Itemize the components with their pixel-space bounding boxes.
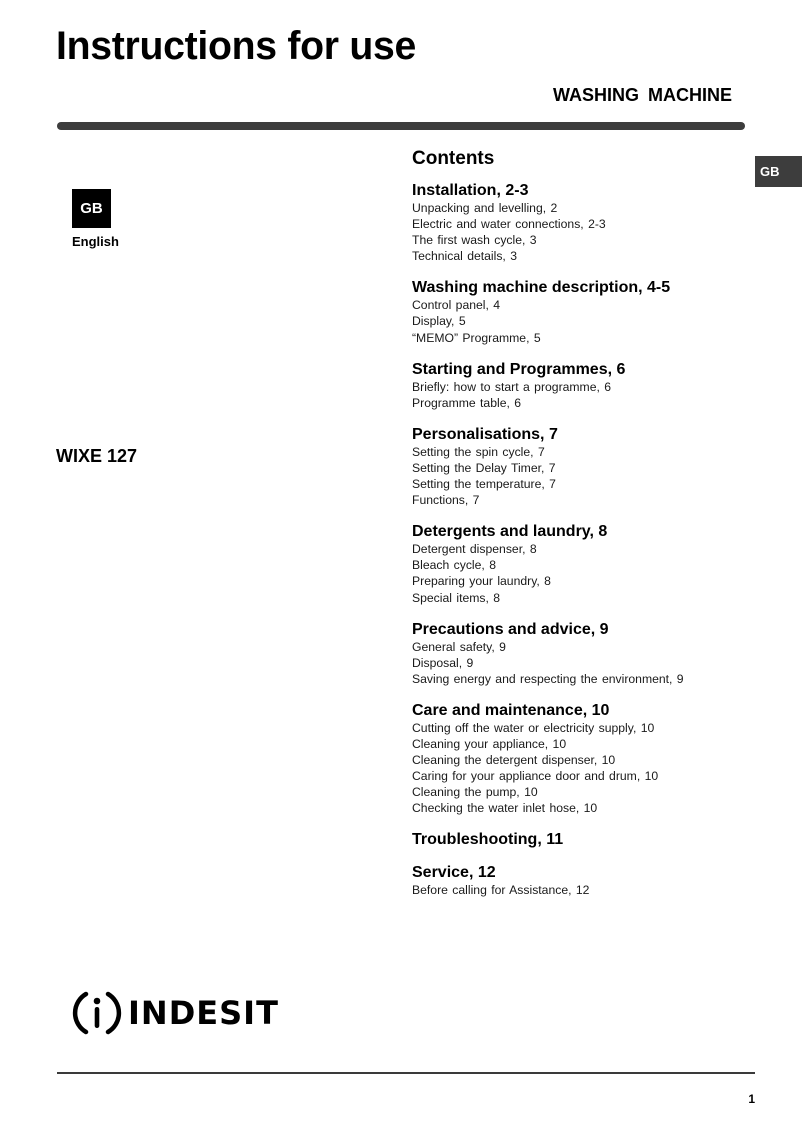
toc-section: [412, 831, 752, 849]
toc-section: [412, 523, 752, 605]
page-number: 1: [748, 1092, 755, 1106]
contents-title: Contents: [412, 148, 495, 169]
toc-section: [412, 426, 752, 508]
toc-entry: Setting the spin cycle, 7: [412, 444, 545, 459]
toc-entry: Setting the Delay Timer, 7: [412, 460, 556, 475]
toc-entry: General safety, 9: [412, 639, 506, 654]
toc-entry: Disposal, 9: [412, 655, 474, 670]
toc-section-heading: Care and maintenance, 10: [412, 701, 610, 719]
toc-section-heading: Troubleshooting, 11: [412, 831, 564, 849]
toc-section: [412, 182, 752, 264]
language-side-tab: GB: [755, 156, 802, 187]
language-label: English: [72, 234, 119, 249]
toc-section-heading: Personalisations, 7: [412, 425, 558, 443]
toc-entry: Cleaning your appliance, 10: [412, 736, 567, 751]
toc-entry: Setting the temperature, 7: [412, 477, 556, 492]
table-of-contents: [412, 148, 752, 914]
brand-logo: [72, 988, 279, 1038]
toc-section-heading: Washing machine description, 4-5: [412, 279, 671, 297]
info-circle-icon: [72, 988, 122, 1038]
toc-entry: Display, 5: [412, 314, 466, 329]
toc-entry: Bleach cycle, 8: [412, 558, 496, 573]
toc-entry: Caring for your appliance door and drum, 10: [412, 769, 659, 784]
toc-entry: Cutting off the water or electricity supply, 10: [412, 720, 655, 735]
toc-entry: Checking the water inlet hose, 10: [412, 801, 598, 816]
toc-sections: [412, 182, 752, 899]
toc-entry: Saving energy and respecting the environment, 9: [412, 671, 684, 686]
toc-entry: Technical details, 3: [412, 249, 517, 264]
toc-entry: Cleaning the pump, 10: [412, 785, 538, 800]
top-divider: [57, 122, 745, 130]
brand-wordmark: INDESIT: [128, 994, 279, 1032]
toc-section-heading: Starting and Programmes, 6: [412, 360, 626, 378]
bottom-divider: [57, 1072, 755, 1074]
toc-section-heading: Detergents and laundry, 8: [412, 523, 608, 541]
toc-entry: Programme table, 6: [412, 395, 522, 410]
toc-section: [412, 621, 752, 687]
document-title: Instructions for use: [56, 24, 417, 68]
toc-entry: Electric and water connections, 2-3: [412, 217, 606, 232]
toc-entry: Control panel, 4: [412, 298, 501, 313]
toc-entry: Functions, 7: [412, 493, 480, 508]
toc-section: [412, 279, 752, 345]
toc-section: [412, 361, 752, 411]
toc-entry: Preparing your laundry, 8: [412, 574, 551, 589]
toc-entry: The first wash cycle, 3: [412, 233, 537, 248]
toc-section-heading: Installation, 2-3: [412, 182, 529, 199]
toc-section: [412, 702, 752, 817]
language-code-badge: GB: [72, 189, 111, 228]
toc-entry: Before calling for Assistance, 12: [412, 883, 590, 898]
model-number: WIXE 127: [56, 446, 138, 466]
toc-entry: Unpacking and levelling, 2: [412, 201, 558, 215]
toc-section-heading: Service, 12: [412, 864, 496, 882]
toc-entry: Special items, 8: [412, 590, 501, 605]
toc-section: [412, 864, 752, 898]
toc-entry: “MEMO” Programme, 5: [412, 330, 541, 345]
toc-entry: Cleaning the detergent dispenser, 10: [412, 753, 616, 768]
toc-entry: Detergent dispenser, 8: [412, 542, 537, 557]
document-subtitle: WASHING MACHINE: [553, 85, 732, 105]
toc-section-heading: Precautions and advice, 9: [412, 620, 609, 638]
toc-entry: Briefly: how to start a programme, 6: [412, 379, 612, 394]
